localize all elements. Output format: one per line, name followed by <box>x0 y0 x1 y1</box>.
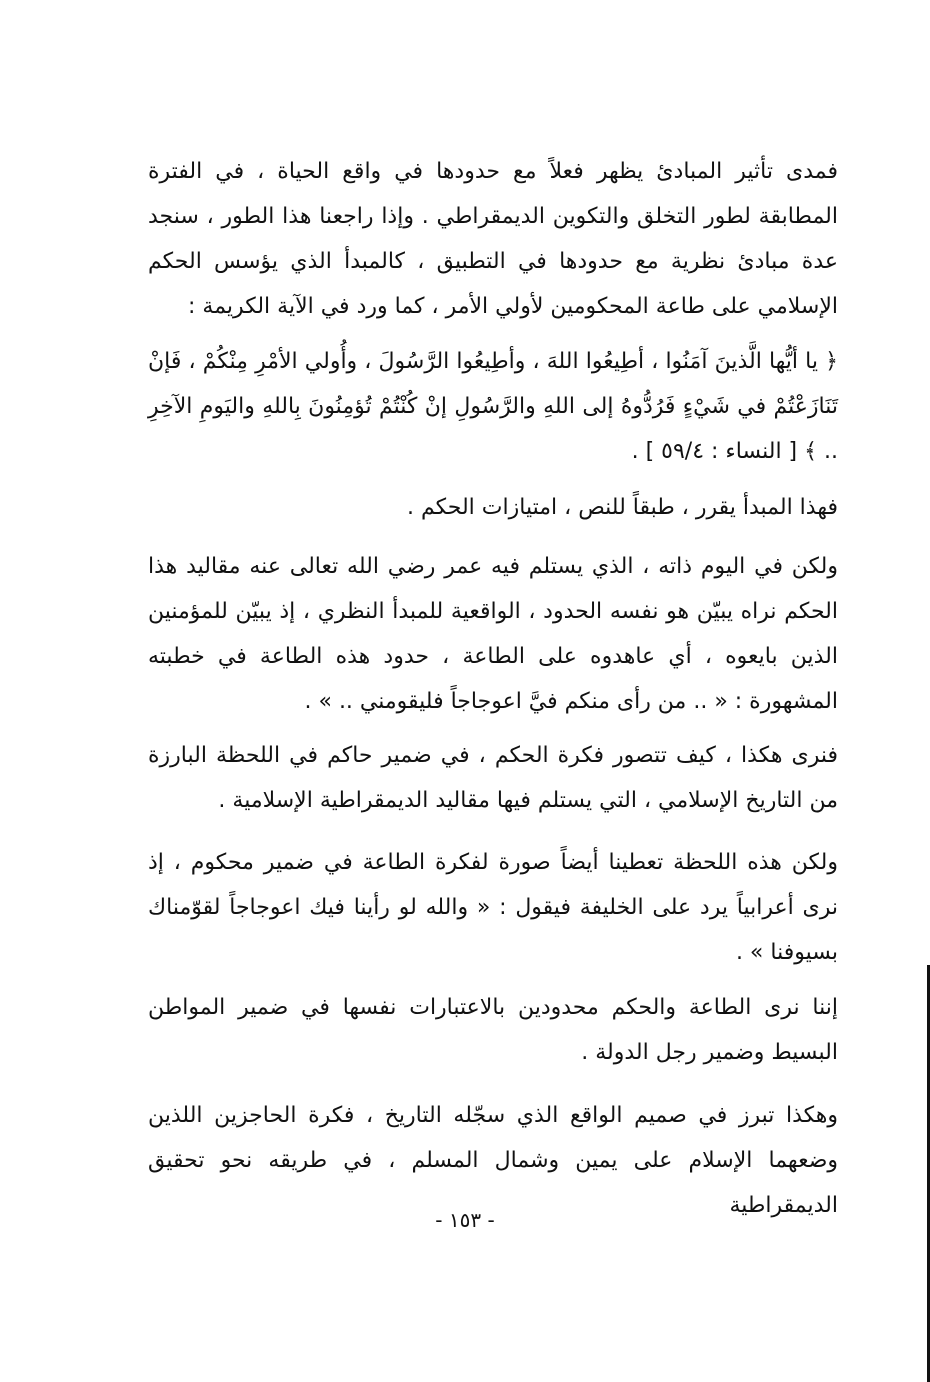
paragraph-principles-intro: فمدى تأثير المبادئ يظهر فعلاً مع حدودها في واقع الحياة ، في الفترة المطابقة لطور التخلق والتكوين الديمقراطي . وإذا راجعنا هذا الطور ، سنجد عدة مبادئ نظرية مع حدودها في التطبيق ، كالمبدأ الذي يؤسس الحكم الإسلامي على طاعة المحكومين لأولي الأمر ، كما ورد في الآية الكريمة : <box>148 159 838 319</box>
paragraph-citizen-statesman: إننا نرى الطاعة والحكم محدودين بالاعتبارات نفسها في ضمير المواطن البسيط وضمير رجل الدولة . <box>148 995 838 1065</box>
paragraph-bedouin-reply: ولكن هذه اللحظة تعطينا أيضاً صورة لفكرة الطاعة في ضمير محكوم ، إذ نرى أعرابياً يرد على الخليفة فيقول : « والله لو رأينا فيك اعوجاجاً لقوّمناك بسيوفنا » . <box>148 850 838 965</box>
quran-verse: ﴿ يا أيُّها الَّذينَ آمَنُوا ، أطِيعُوا اللهَ ، وأطِيعُوا الرَّسُولَ ، وأُولي الأمْرِ مِنْكُمْ ، فَإنْ تَنَازَعْتُمْ في شَيْءٍ فَرُدُّوهُ إلى اللهِ والرَّسُولِ إنْ كُنْتُمْ تُؤمِنُونَ بِاللهِ واليَومِ الآخِرِ .. ﴾ [ النساء : ٥٩/٤ ] . <box>148 349 838 464</box>
paragraph-rule-privileges: فهذا المبدأ يقرر ، طبقاً للنص ، امتيازات الحكم . <box>407 495 838 520</box>
paragraph-ruler-conscience: فنرى هكذا ، كيف تتصور فكرة الحكم ، في ضمير حاكم في اللحظة البارزة من التاريخ الإسلامي ، التي يستلم فيها مقاليد الديمقراطية الإسلامية . <box>148 743 838 813</box>
page-number: - ١٥٣ - <box>435 1208 495 1232</box>
paragraph-umar-speech: ولكن في اليوم ذاته ، الذي يستلم فيه عمر رضي الله تعالى عنه مقاليد هذا الحكم نراه يبيّن هو نفسه الحدود ، الواقعية للمبدأ النظري ، إذ يبيّن للمؤمنين الذين بايعوه ، أي عاهدوه على الطاعة ، حدود هذه الطاعة في خطبته المشهورة : « .. من رأى منكم فيَّ اعوجاجاً فليقومني .. » . <box>148 554 838 714</box>
paragraph-two-barriers: وهكذا تبرز في صميم الواقع الذي سجّله التاريخ ، فكرة الحاجزين اللذين وضعهما الإسلام على يمين وشمال المسلم ، في طريقه نحو تحقيق الديمقراطية <box>148 1103 838 1218</box>
